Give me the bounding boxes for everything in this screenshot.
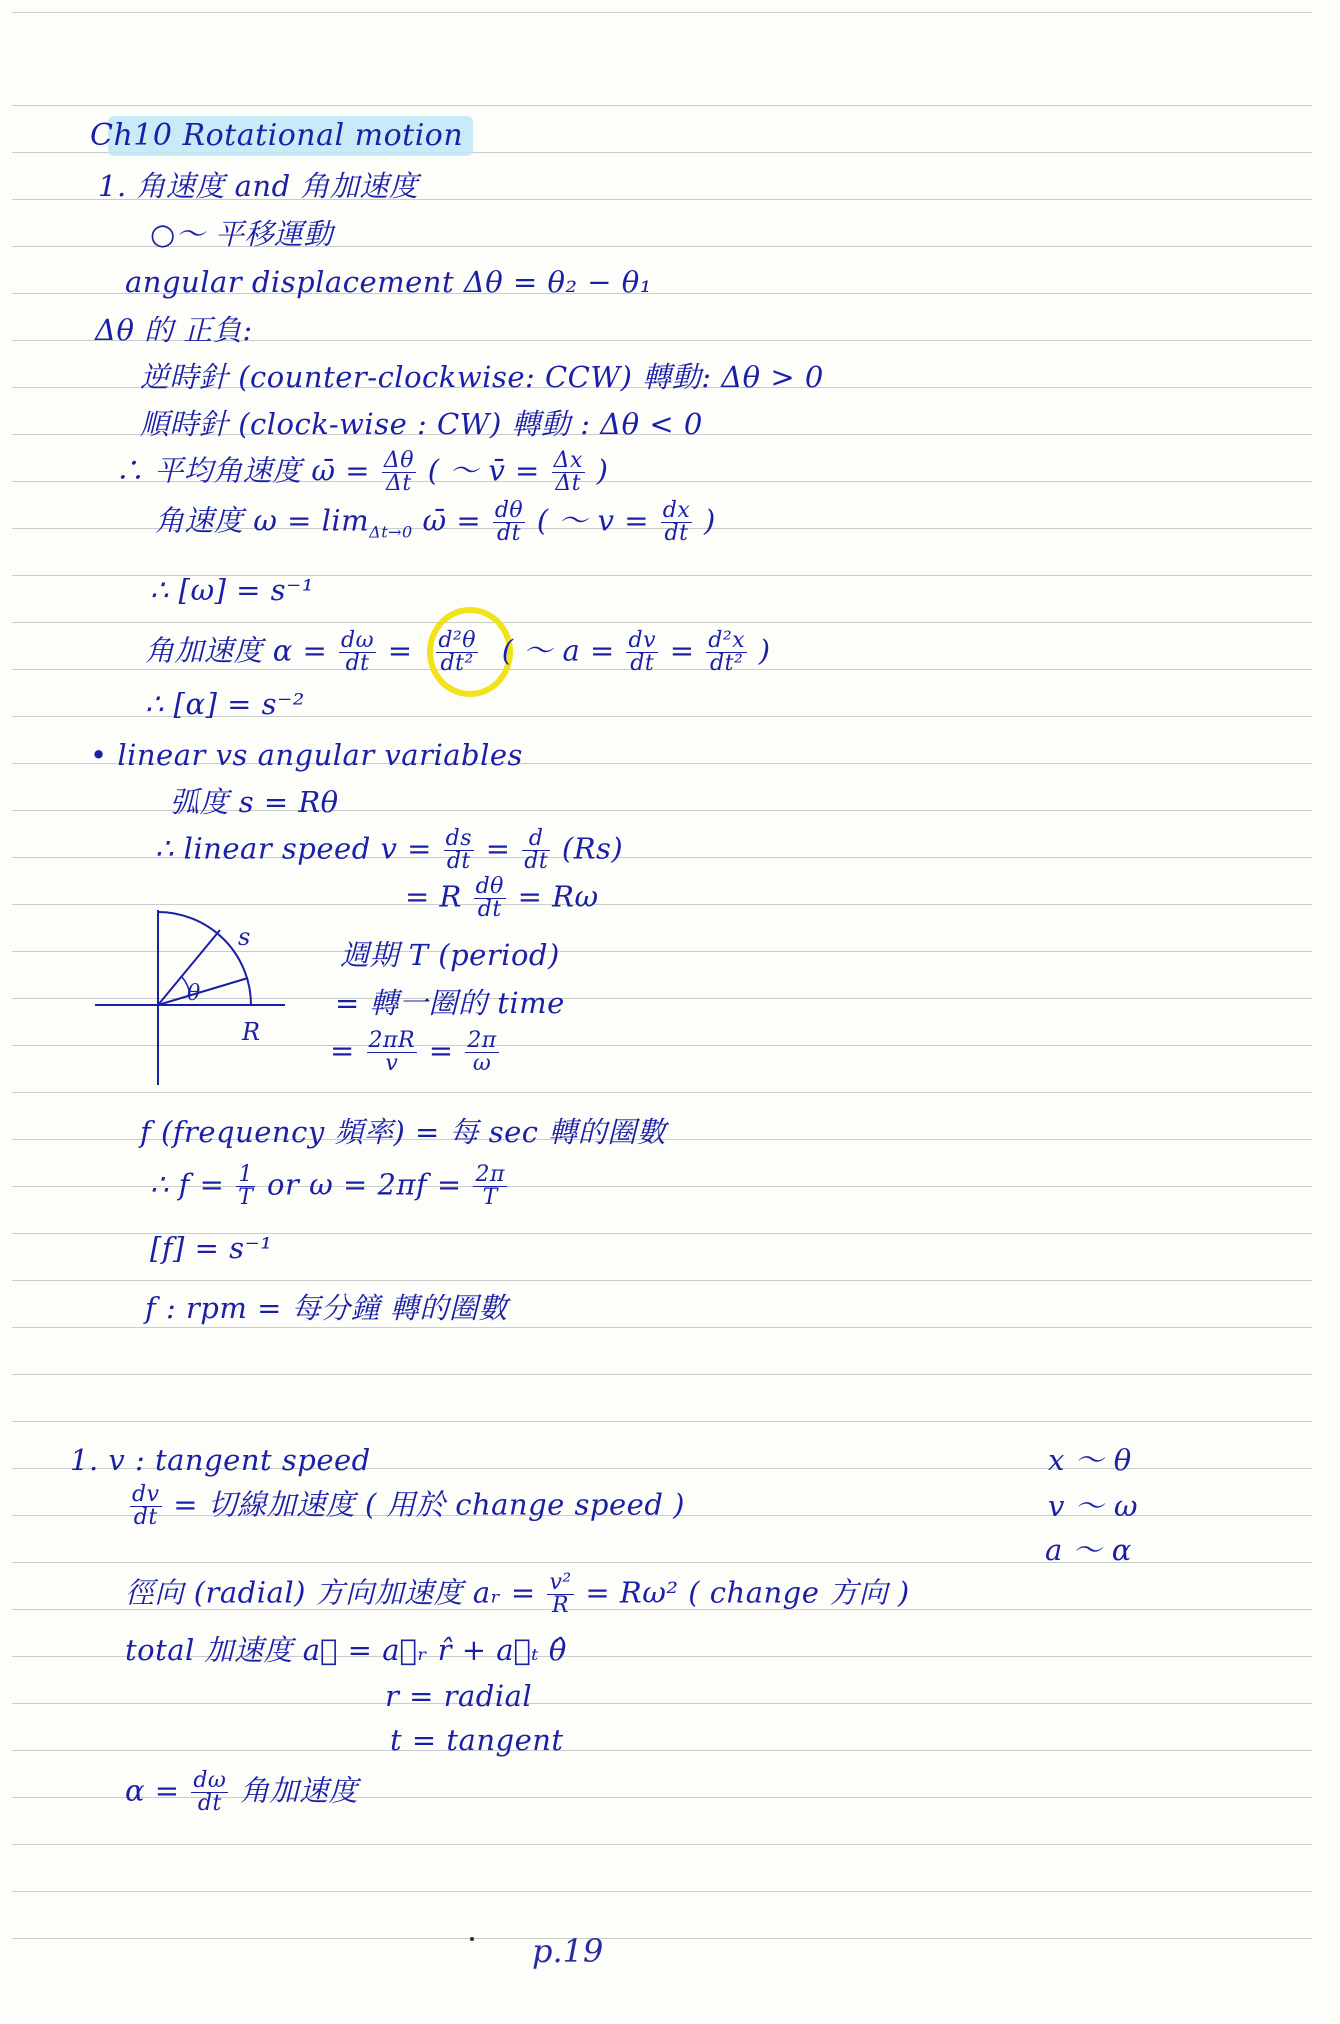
formula-text: = R xyxy=(405,879,462,914)
ruled-line xyxy=(12,1750,1312,1751)
formula-text: or ω = 2πf = xyxy=(267,1167,462,1202)
note-line: 弧度 s = Rθ xyxy=(170,785,339,819)
note-line: total 加速度 a⃗ = a⃗ᵣ r̂ + a⃗ₜ θ̂ xyxy=(125,1633,567,1667)
note-line: ○～ 平移運動 xyxy=(150,217,334,251)
formula-line xyxy=(330,1030,501,1075)
formula-line xyxy=(125,1770,358,1815)
formula-line xyxy=(145,630,771,675)
note-line: 週期 T (period) xyxy=(340,938,560,972)
fraction: $\frac{dx}{dt}$ xyxy=(662,498,691,546)
fraction: $\frac{d\theta}{dt}$ xyxy=(494,498,524,546)
ruled-line xyxy=(12,1703,1312,1704)
formula-text: ) xyxy=(703,503,716,538)
formula-text: ∴ linear speed v = xyxy=(155,831,432,866)
formula-text: 角速度 ω = lim xyxy=(155,503,370,538)
formula-text: 徑向 (radial) 方向加速度 aᵣ = xyxy=(125,1575,536,1610)
analogy-note: x ～ θ xyxy=(1048,1443,1132,1477)
formula-text: = Rω² ( change 方向 ) xyxy=(585,1575,910,1610)
ruled-line xyxy=(12,1280,1312,1281)
fraction: $\frac{\Delta x}{\Delta t}$ xyxy=(553,448,583,496)
formula-text: ( ～ v = xyxy=(536,503,650,538)
fraction: $\frac{d\omega}{dt}$ xyxy=(193,1768,227,1816)
analogy-note: a ～ α xyxy=(1045,1533,1132,1567)
formula-text: α = xyxy=(125,1773,180,1808)
fraction: $\frac{\text{d²x}}{\text{dt²}}$ xyxy=(708,628,746,676)
note-line: 逆時針 (counter-clockwise: CCW) 轉動: Δθ > 0 xyxy=(140,360,824,394)
ruled-line xyxy=(12,1327,1312,1328)
fraction: $\frac{dv}{dt}$ xyxy=(628,628,656,676)
label-R: R xyxy=(242,1018,261,1046)
fraction: $\frac{ds}{dt}$ xyxy=(445,826,472,874)
formula-text: = xyxy=(485,831,511,866)
angle-diagram xyxy=(90,900,290,1090)
formula-text: ) xyxy=(758,633,771,668)
note-line: angular displacement Δθ = θ₂ − θ₁ xyxy=(125,265,652,299)
note-line: r = radial xyxy=(385,1679,533,1713)
note-line: [f] = s⁻¹ xyxy=(150,1231,273,1265)
formula-line xyxy=(115,450,608,495)
fraction: $\frac{2\pi R}{v}$ xyxy=(368,1028,416,1076)
note-line: ∴ [ω] = s⁻¹ xyxy=(150,573,314,607)
fraction: $\frac{2\pi}{\omega}$ xyxy=(467,1028,497,1076)
formula-text: ∴ f = xyxy=(150,1167,225,1202)
fraction: $\frac{d\theta}{dt}$ xyxy=(475,874,504,922)
ruled-line xyxy=(12,1891,1312,1892)
formula-line xyxy=(128,1484,685,1529)
note-line: = 轉一圈的 time xyxy=(335,986,565,1020)
ruled-line xyxy=(12,1421,1312,1422)
note-line: ∴ [α] = s⁻² xyxy=(145,687,305,721)
note-line: f (frequency 頻率) = 每 sec 轉的圈數 xyxy=(140,1115,667,1149)
ruled-line xyxy=(12,12,1312,13)
formula-text: ( ～ a = xyxy=(501,633,615,668)
fraction: $\frac{\Delta\theta}{\Delta t}$ xyxy=(383,448,414,496)
section-heading: • linear vs angular variables xyxy=(90,738,523,772)
fraction: $\frac{\text{v²}}{R}$ xyxy=(549,1570,572,1618)
fraction: $\frac{d}{dt}$ xyxy=(524,826,549,874)
note-line: 順時針 (clock-wise : CW) 轉動 : Δθ < 0 xyxy=(140,407,703,441)
section-heading: 1. 角速度 and 角加速度 xyxy=(98,169,419,203)
formula-text: = Rω xyxy=(517,879,599,914)
formula-text: (Rs) xyxy=(561,831,624,866)
radius-line xyxy=(158,978,248,1005)
formula-text: = xyxy=(387,633,413,668)
analogy-note: v ～ ω xyxy=(1048,1489,1138,1523)
ruled-line xyxy=(12,622,1312,623)
fraction: $\frac{d\omega}{dt}$ xyxy=(341,628,375,676)
note-line: f : rpm = 每分鐘 轉的圈數 xyxy=(145,1291,508,1325)
formula-text: ω̄ = xyxy=(422,503,482,538)
fraction: $\frac{2\pi}{T}$ xyxy=(475,1162,505,1210)
ruled-line xyxy=(12,1938,1312,1939)
formula-text: = xyxy=(330,1033,355,1068)
formula-text: ) xyxy=(596,453,609,488)
ruled-line xyxy=(12,105,1312,106)
ruled-line xyxy=(12,1092,1312,1093)
formula-text: = xyxy=(428,1033,454,1068)
label-s: s xyxy=(238,923,251,951)
ruled-line xyxy=(12,1844,1312,1845)
ink-dot xyxy=(470,1937,474,1941)
note-line: Δθ 的 正負: xyxy=(95,313,253,347)
formula-line xyxy=(125,1572,910,1617)
page-title: Ch10 Rotational motion xyxy=(90,118,464,153)
fraction-highlighted: $\frac{\text{d²θ}}{\text{dt²}}$ xyxy=(438,628,476,676)
formula-line xyxy=(150,1164,509,1209)
fraction: $\frac{1}{T}$ xyxy=(238,1162,254,1210)
formula-text: = 切線加速度 ( 用於 change speed ) xyxy=(173,1487,685,1522)
fraction: $\frac{dv}{dt}$ xyxy=(132,1482,160,1530)
formula-text: 角加速度 xyxy=(240,1773,359,1808)
formula-text: 角加速度 α = xyxy=(145,633,328,668)
section-heading: 1. v : tangent speed xyxy=(70,1443,371,1477)
limit-subscript: Δt→0 xyxy=(369,522,413,542)
note-line: t = tangent xyxy=(390,1723,564,1757)
formula-text: = xyxy=(669,633,695,668)
formula-line xyxy=(155,500,716,550)
formula-text: ∴ 平均角速度 ω̄ = xyxy=(115,453,371,488)
ruled-line xyxy=(12,1374,1312,1375)
formula-line xyxy=(405,876,599,921)
formula-text: ( ～ v̄ = xyxy=(427,453,540,488)
formula-line xyxy=(155,828,623,873)
label-theta: θ xyxy=(187,981,201,1006)
page-number: p.19 xyxy=(532,1932,604,1970)
